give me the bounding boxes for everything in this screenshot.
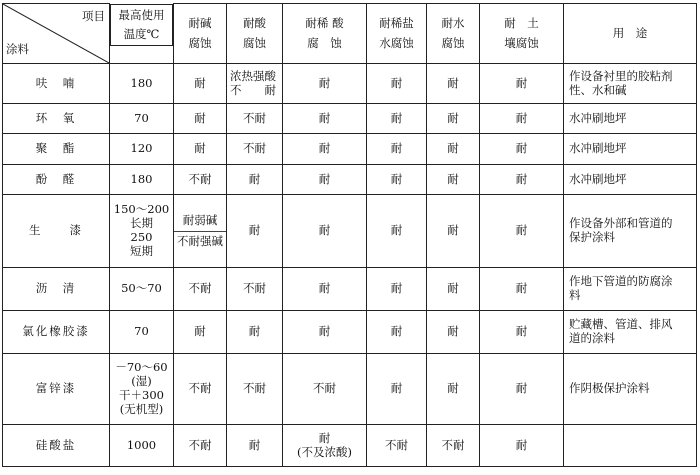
use-line: 保护涂料: [569, 230, 615, 244]
coating-name-cell: 呋 喃: [3, 64, 110, 104]
alkali-cell: [174, 64, 227, 104]
alkali-line: 耐弱碱: [182, 212, 218, 227]
dilute-acid-cell: [283, 104, 367, 134]
max-temp-cell: [110, 268, 174, 311]
corner-label-coating: 涂料: [6, 42, 29, 57]
acid-line: 耐: [248, 324, 261, 339]
dilute-acid-line: 耐: [318, 430, 331, 445]
coating-name-cell: 聚 酯: [3, 134, 110, 165]
dilute-acid-cell: [283, 311, 367, 354]
max-temp-line: 250: [130, 230, 153, 244]
dilute-salt-cell: 耐: [367, 268, 427, 311]
use-cell: [564, 311, 697, 354]
dilute-salt-cell: 耐: [367, 195, 427, 268]
cell-divider: [174, 231, 226, 232]
soil-cell: 耐: [480, 165, 564, 195]
alkali-cell: [174, 134, 227, 165]
acid-line: 耐: [248, 437, 261, 452]
dilute-acid-line: 耐: [318, 324, 331, 339]
coating-name-cell: 硅酸盐: [3, 425, 110, 467]
header-row: [3, 4, 697, 64]
max-temp-cell: [110, 134, 174, 165]
table-row: [3, 268, 697, 311]
max-temp-cell: [110, 104, 174, 134]
soil-cell: 耐: [480, 64, 564, 104]
header-dilute-salt: 耐稀盐 水腐蚀: [367, 4, 427, 64]
max-temp-line: 长期: [130, 216, 153, 231]
max-temp-cell: [110, 311, 174, 354]
acid-cell: [227, 64, 283, 104]
header-corner-cell: [3, 4, 110, 64]
dilute-acid-cell: [283, 425, 367, 467]
header-max-temp: 最高使用 温度℃: [110, 4, 173, 46]
coating-name-cell: 富锌漆: [3, 354, 110, 425]
water-cell: 耐: [427, 268, 480, 311]
max-temp-line: 1000: [126, 437, 157, 452]
coating-name-cell: 沥 清: [3, 268, 110, 311]
corner-label-item: 项目: [82, 9, 105, 23]
dilute-acid-line: (不及浓酸): [297, 444, 352, 459]
alkali-line: 不耐: [188, 281, 212, 296]
alkali-line: 耐: [194, 110, 206, 125]
max-temp-cell: [110, 354, 174, 425]
use-cell: [564, 104, 697, 134]
dilute-acid-line: 耐: [318, 110, 331, 125]
dilute-acid-cell: [283, 268, 367, 311]
max-temp-cell: [110, 165, 174, 195]
coating-name-cell: 氯化橡胶漆: [3, 311, 110, 354]
acid-cell: [227, 195, 283, 268]
table-row: [3, 134, 697, 165]
water-cell: 不耐: [427, 425, 480, 467]
max-temp-line: 70: [134, 324, 149, 339]
header-dilute-acid: 耐稀 酸 腐 蚀: [283, 4, 367, 64]
max-temp-line: 70: [134, 110, 149, 125]
dilute-salt-cell: 耐: [367, 104, 427, 134]
coating-name-cell: 生 漆: [3, 195, 110, 268]
alkali-line: 不耐: [188, 171, 212, 186]
water-cell: 耐: [427, 165, 480, 195]
max-temp-line: 120: [130, 141, 153, 156]
alkali-line: 不耐: [188, 437, 212, 452]
max-temp-line: －70～60: [115, 360, 168, 375]
use-line: 水冲刷地坪: [569, 171, 627, 186]
alkali-cell: [174, 268, 227, 311]
dilute-acid-line: 耐: [318, 141, 331, 156]
header-soil: 耐 土 壤腐蚀: [480, 4, 564, 64]
acid-cell: [227, 311, 283, 354]
alkali-line: 耐: [194, 141, 206, 156]
table-row: [3, 165, 697, 195]
table-row: [3, 311, 697, 354]
use-cell: [564, 354, 697, 425]
max-temp-line: 180: [130, 75, 153, 90]
acid-line: 耐: [248, 171, 261, 186]
soil-cell: 耐: [480, 354, 564, 425]
water-cell: 耐: [427, 64, 480, 104]
dilute-acid-cell: [283, 195, 367, 268]
acid-cell: [227, 268, 283, 311]
acid-cell: [227, 104, 283, 134]
soil-cell: 耐: [480, 134, 564, 165]
coating-corrosion-table: [2, 3, 697, 467]
alkali-cell: [174, 195, 227, 268]
water-cell: 耐: [427, 134, 480, 165]
soil-cell: 耐: [480, 311, 564, 354]
use-line: 水冲刷地坪: [569, 110, 627, 125]
table-body: [3, 64, 697, 467]
acid-line: 不耐: [243, 141, 266, 156]
use-cell: [564, 165, 697, 195]
header-use: 用 途: [564, 4, 697, 64]
dilute-salt-cell: 耐: [367, 64, 427, 104]
table-row: [3, 354, 697, 425]
acid-line: 耐: [248, 223, 261, 238]
max-temp-line: (无机型): [119, 401, 164, 416]
max-temp-cell: [110, 64, 174, 104]
use-line: 水冲刷地坪: [569, 141, 627, 156]
soil-cell: 耐: [480, 104, 564, 134]
dilute-salt-cell: 耐: [367, 311, 427, 354]
soil-cell: 耐: [480, 195, 564, 268]
table-row: [3, 64, 697, 104]
soil-cell: 耐: [480, 425, 564, 467]
water-cell: 耐: [427, 354, 480, 425]
use-line: 贮藏槽、管道、排风: [569, 317, 673, 332]
acid-cell: [227, 134, 283, 165]
use-cell: [564, 425, 697, 467]
alkali-cell: [174, 354, 227, 425]
max-temp-line: 180: [130, 171, 153, 186]
use-line: 性、水和碱: [569, 82, 627, 97]
max-temp-line: (湿): [131, 374, 152, 389]
table-row: [3, 104, 697, 134]
max-temp-cell: [110, 195, 174, 268]
use-line: 料: [569, 288, 581, 302]
use-cell: [564, 134, 697, 165]
acid-line: 不 耐: [230, 82, 276, 97]
acid-cell: [227, 165, 283, 195]
table-row: [3, 195, 697, 268]
acid-line: 不耐: [243, 381, 266, 396]
dilute-acid-line: 耐: [318, 223, 331, 238]
alkali-cell: [174, 104, 227, 134]
max-temp-line: 短期: [130, 243, 153, 258]
use-line: 作设备衬里的胶粘剂: [569, 68, 673, 83]
dilute-acid-cell: [283, 354, 367, 425]
dilute-salt-cell: 耐: [367, 165, 427, 195]
max-temp-line: 干＋300: [119, 388, 164, 402]
alkali-line: 不耐: [188, 381, 212, 396]
acid-line: 不耐: [243, 281, 266, 296]
acid-line: 不耐: [243, 110, 266, 125]
coating-name-cell: 环 氧: [3, 104, 110, 134]
acid-line: 浓热强酸: [230, 68, 276, 83]
max-temp-line: 150～200: [113, 202, 170, 217]
acid-cell: [227, 354, 283, 425]
soil-cell: 耐: [480, 268, 564, 311]
dilute-acid-line: 耐: [318, 75, 331, 90]
table-row: [3, 425, 697, 467]
dilute-acid-cell: [283, 165, 367, 195]
header-alkali: 耐碱 腐蚀: [174, 4, 227, 64]
dilute-acid-line: 不耐: [313, 381, 336, 396]
dilute-salt-cell: 耐: [367, 134, 427, 165]
alkali-line: 不耐强碱: [177, 233, 223, 248]
water-cell: 耐: [427, 104, 480, 134]
dilute-acid-cell: [283, 64, 367, 104]
use-line: 作地下管道的防腐涂: [569, 274, 673, 289]
max-temp-cell: [110, 425, 174, 467]
dilute-acid-line: 耐: [318, 281, 331, 296]
header-acid: 耐酸 腐蚀: [227, 4, 283, 64]
use-cell: [564, 195, 697, 268]
dilute-salt-cell: 耐: [367, 354, 427, 425]
use-line: 道的涂料: [569, 331, 615, 345]
water-cell: 耐: [427, 311, 480, 354]
use-line: 作设备外部和管道的: [569, 216, 673, 231]
alkali-cell: [174, 165, 227, 195]
dilute-acid-cell: [283, 134, 367, 165]
alkali-line: 耐: [194, 324, 206, 339]
coating-name-cell: 酚 醛: [3, 165, 110, 195]
use-cell: [564, 64, 697, 104]
dilute-acid-line: 耐: [318, 171, 331, 186]
use-line: 作阴极保护涂料: [569, 381, 650, 396]
alkali-cell: [174, 425, 227, 467]
dilute-salt-cell: 不耐: [367, 425, 427, 467]
acid-cell: [227, 425, 283, 467]
use-cell: [564, 268, 697, 311]
header-water: 耐水 腐蚀: [427, 4, 480, 64]
alkali-cell: [174, 311, 227, 354]
water-cell: 耐: [427, 195, 480, 268]
alkali-line: 耐: [194, 75, 206, 90]
max-temp-line: 50～70: [121, 281, 162, 296]
